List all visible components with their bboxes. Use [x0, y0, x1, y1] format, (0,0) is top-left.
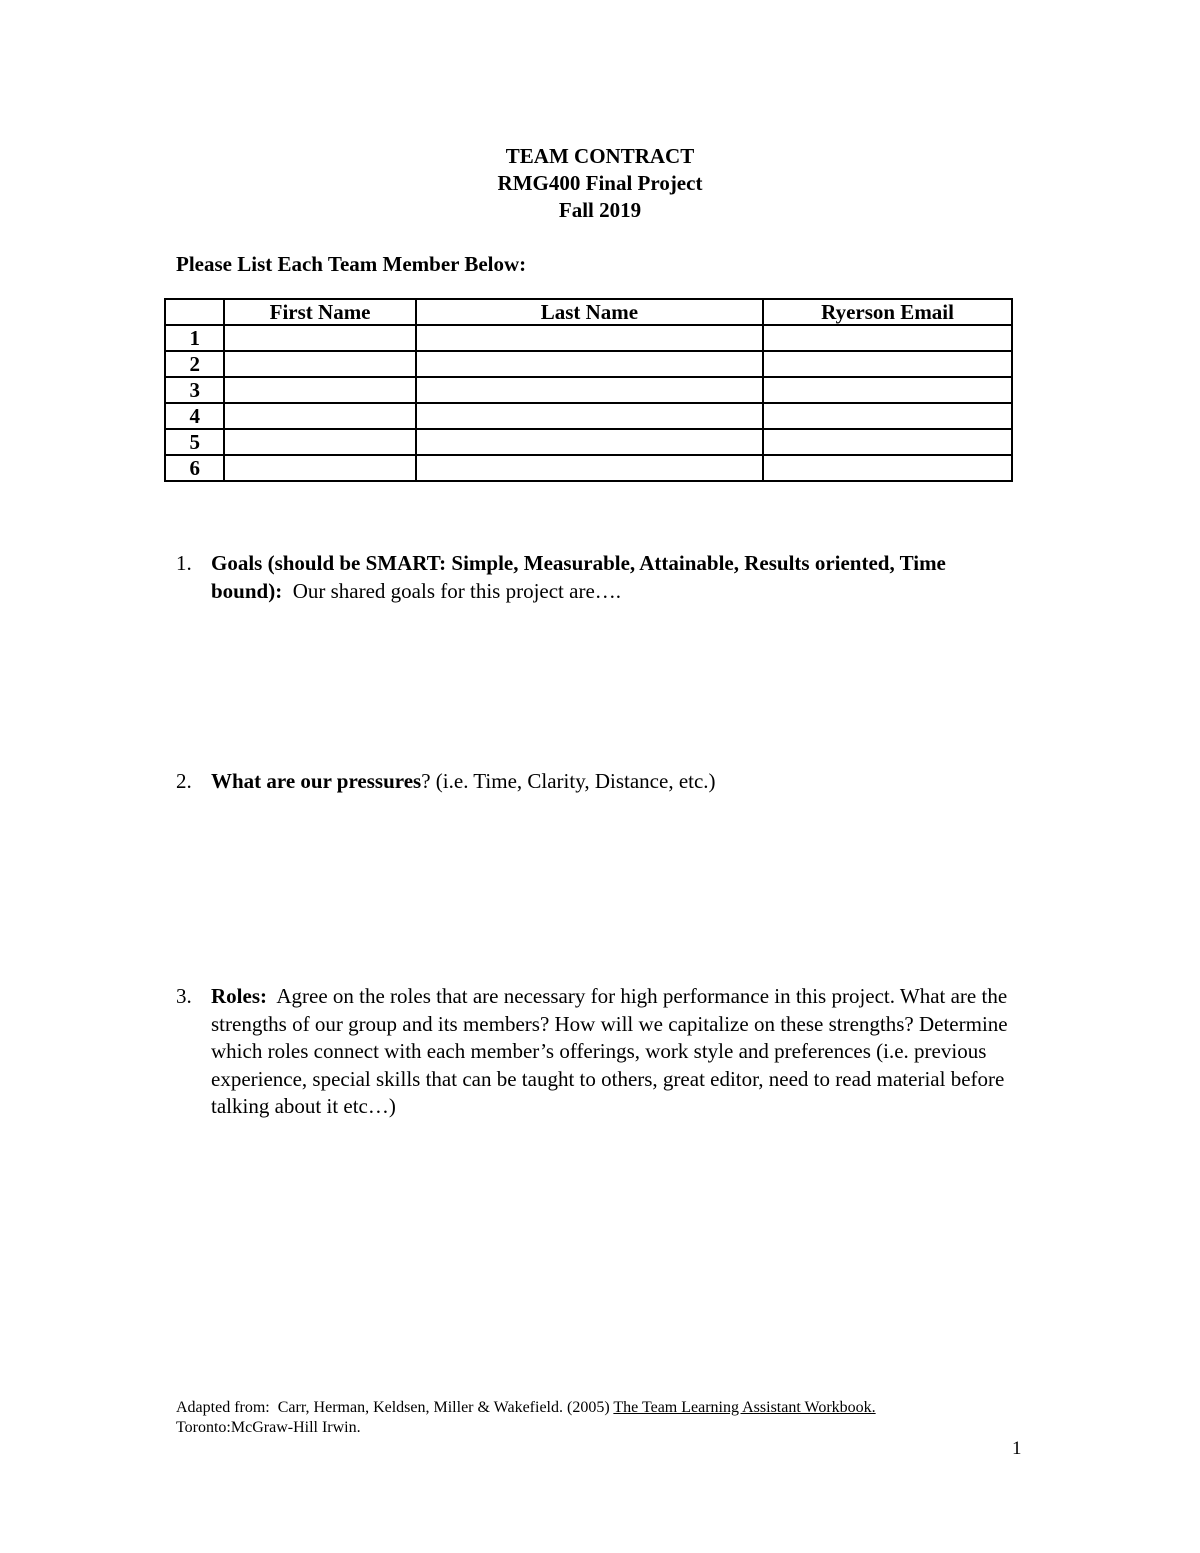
email-cell[interactable]	[763, 351, 1012, 377]
row-number: 2	[165, 351, 224, 377]
row-number: 6	[165, 455, 224, 481]
citation-line-1	[176, 1398, 876, 1418]
email-cell[interactable]	[763, 325, 1012, 351]
section-body	[211, 768, 1016, 796]
section-heading: Roles:	[211, 984, 267, 1008]
members-label: Please List Each Team Member Below:	[176, 252, 527, 276]
table-row	[165, 351, 1012, 377]
table-row	[165, 377, 1012, 403]
table-row	[165, 325, 1012, 351]
row-number: 5	[165, 429, 224, 455]
team-members-table	[164, 298, 1013, 482]
column-header-email: Ryerson Email	[763, 299, 1012, 325]
email-cell[interactable]	[763, 403, 1012, 429]
column-header-first-name: First Name	[224, 299, 415, 325]
table-row	[165, 403, 1012, 429]
table-row	[165, 455, 1012, 481]
email-cell[interactable]	[763, 429, 1012, 455]
first-name-cell[interactable]	[224, 455, 415, 481]
page-number: 1	[1012, 1438, 1022, 1459]
first-name-cell[interactable]	[224, 403, 415, 429]
document-header	[0, 143, 1200, 224]
section-pressures	[176, 768, 1016, 796]
section-goals	[176, 550, 1016, 605]
course-title: RMG400 Final Project	[497, 171, 703, 195]
first-name-cell[interactable]	[224, 351, 415, 377]
last-name-cell[interactable]	[416, 403, 763, 429]
document-title: TEAM CONTRACT	[505, 144, 695, 168]
last-name-cell[interactable]	[416, 351, 763, 377]
section-heading: Goals (should be SMART: Simple, Measurable, Attainable, Results oriented, Time bound):	[211, 551, 946, 603]
table-row	[165, 429, 1012, 455]
last-name-cell[interactable]	[416, 325, 763, 351]
section-number: 3.	[176, 984, 192, 1008]
last-name-cell[interactable]	[416, 455, 763, 481]
first-name-cell[interactable]	[224, 377, 415, 403]
email-cell[interactable]	[763, 377, 1012, 403]
section-number: 2.	[176, 769, 192, 793]
column-header-last-name: Last Name	[416, 299, 763, 325]
table-header-row	[165, 299, 1012, 325]
section-heading: What are our pressures	[211, 769, 422, 793]
last-name-cell[interactable]	[416, 429, 763, 455]
term-label: Fall 2019	[558, 198, 642, 222]
section-text: Our shared goals for this project are….	[282, 578, 622, 603]
column-header-number	[165, 299, 224, 325]
first-name-cell[interactable]	[224, 429, 415, 455]
row-number: 3	[165, 377, 224, 403]
email-cell[interactable]	[763, 455, 1012, 481]
citation-prefix: Adapted from: Carr, Herman, Keldsen, Miller & Wakefield. (2005)	[176, 1399, 614, 1416]
footer-citation	[176, 1398, 876, 1438]
last-name-cell[interactable]	[416, 377, 763, 403]
row-number: 4	[165, 403, 224, 429]
citation-line-2: Toronto:McGraw-Hill Irwin.	[176, 1419, 361, 1436]
section-text: ? (i.e. Time, Clarity, Distance, etc.)	[421, 769, 716, 793]
citation-book-title: The Team Learning Assistant Workbook.	[613, 1399, 876, 1416]
first-name-cell[interactable]	[224, 325, 415, 351]
section-text: Agree on the roles that are necessary for high performance in this project. What are the strengths of our group and its members? How will we capitalize on these strengths? Determine which roles connect with each member’s offerings, work style and preferences (i.e. previous experience, special skills that can be taught to others, great editor, need to read material before talking about it etc…)	[211, 984, 1013, 1118]
section-body	[211, 550, 1016, 605]
section-body	[211, 983, 1016, 1121]
section-roles	[176, 983, 1016, 1121]
section-number: 1.	[176, 551, 192, 575]
row-number: 1	[165, 325, 224, 351]
